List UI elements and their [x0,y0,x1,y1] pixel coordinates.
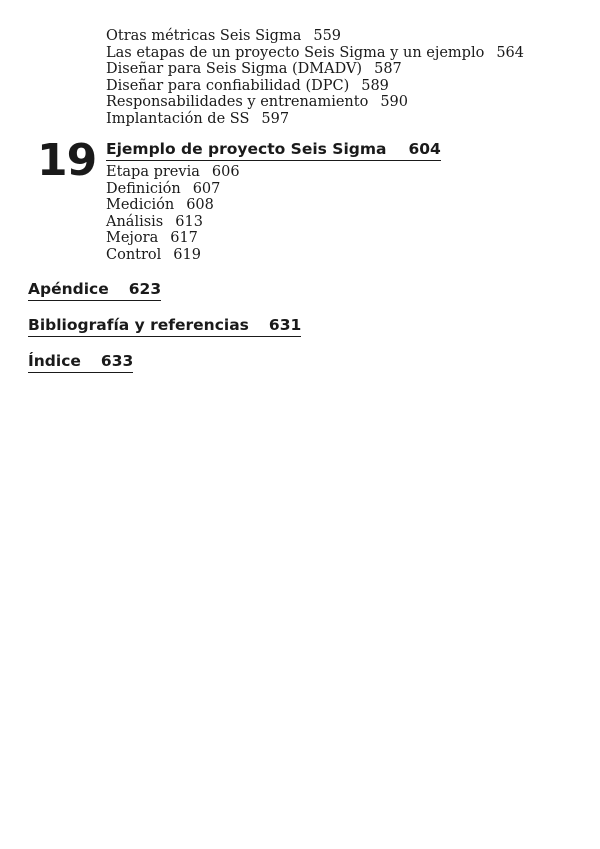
chapter-page: 604 [408,140,441,158]
chapter-number: 19 [37,135,97,186]
toc-entry-title: Las etapas de un proyecto Seis Sigma y un ejemplo [106,44,485,61]
bibliography-page: 631 [268,316,302,334]
toc-entry-page: 590 [380,94,409,111]
previous-chapter-sections [106,28,524,128]
bibliography-title: Bibliografía y referencias [28,316,249,334]
index-heading[interactable] [28,352,133,373]
toc-entry-title: Responsabilidades y entrenamiento [106,94,369,111]
toc-entry[interactable] [106,94,524,111]
bibliography-heading[interactable] [28,316,301,337]
toc-entry-title: Control [106,246,162,263]
toc-entry[interactable] [106,61,524,78]
appendix-heading[interactable] [28,280,161,301]
toc-entry-title: Análisis [106,213,164,230]
toc-entry-page: 587 [374,61,402,78]
index-title: Índice [28,352,81,370]
appendix-title: Apéndice [28,280,109,298]
index-page: 633 [100,352,134,370]
toc-entry-title: Definición [106,180,181,197]
toc-entry-page: 607 [192,180,221,197]
toc-entry-title: Medición [106,197,175,214]
toc-entry-title: Otras métricas Seis Sigma [106,28,302,44]
toc-entry-page: 619 [173,246,201,263]
toc-entry[interactable] [106,28,524,45]
toc-entry-page: 606 [211,164,240,180]
toc-entry-title: Diseñar para Seis Sigma (DMADV) [106,61,363,78]
toc-entry[interactable] [106,230,240,247]
toc-entry[interactable] [106,181,240,198]
toc-entry-page: 559 [313,28,342,44]
toc-entry[interactable] [106,214,240,231]
toc-entry[interactable] [106,45,524,62]
toc-entry[interactable] [106,247,240,264]
toc-entry-page: 617 [170,230,198,247]
toc-entry-title: Diseñar para confiabilidad (DPC) [106,77,350,94]
toc-entry-page: 589 [361,77,389,94]
toc-entry[interactable] [106,78,524,95]
toc-entry-title: Mejora [106,230,159,247]
toc-entry-title: Implantación de SS [106,110,250,127]
toc-entry-page: 597 [261,110,290,127]
toc-entry-page: 608 [186,197,214,214]
chapter-sections [106,164,240,264]
appendix-page: 623 [128,280,162,298]
toc-entry[interactable] [106,111,524,128]
chapter-heading[interactable] [106,140,441,161]
toc-entry-page: 613 [175,213,203,230]
toc-entry[interactable] [106,164,240,181]
toc-entry-title: Etapa previa [106,164,200,180]
toc-entry[interactable] [106,197,240,214]
toc-entry-page: 564 [496,44,525,61]
chapter-title: Ejemplo de proyecto Seis Sigma [106,140,387,158]
